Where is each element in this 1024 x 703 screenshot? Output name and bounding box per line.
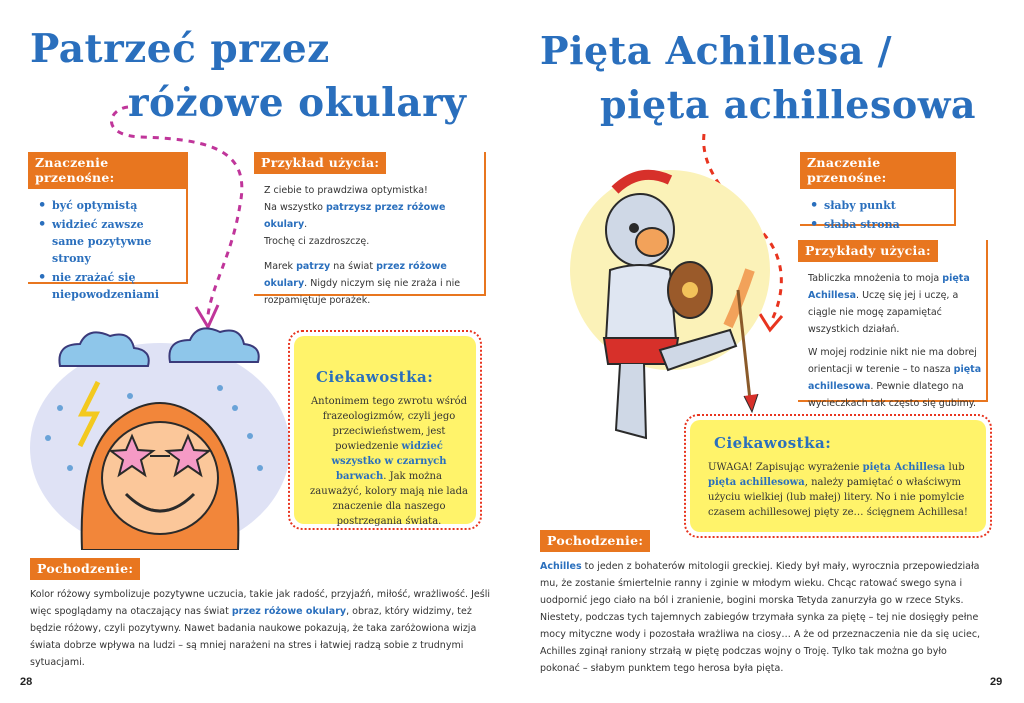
right-trivia-label: Ciekawostka: [714,434,832,452]
right-title-line2: pięta achillesowa [600,82,977,127]
right-examples-label: Przykłady użycia: [798,240,938,262]
right-meaning-list [800,197,954,233]
left-origin-text: Kolor różowy symbolizuje pozytywne uczucia, takie jak radość, przyjaźń, miłość, wrażliwość. Jeśli więc spoglądamy na otaczający nas świat przez różowe okulary, obraz, który widzimy, też będzie różowy, czyli pozytywny. Nawet badania naukowe pokazują, że taka zaróżowiona wizja świata dobrze wpływa na ludzi – są mniej narażeni na stres i łatwiej radzą sobie z trudnymi sytuacjami. [30,589,490,668]
right-example-para1: Tabliczka mnożenia to moja pięta Achillesa. Uczę się jej i uczę, a ciągle nie mogę zapamiętać wszystkich działań. [808,273,970,335]
girl-pink-glasses-illustration [20,318,300,550]
list-item: • słaby punkt [810,197,954,214]
left-trivia-box [294,336,476,527]
left-trivia-label: Ciekawostka: [316,368,434,386]
left-meaning-label: Znaczenie przenośne: [28,152,186,189]
left-trivia-text: Antonimem tego zwrotu wśród frazeologizmów, czyli jego przeciwieństwem, jest powiedzenie widzieć wszystko w czarnych barwach. Jak można zauważyć, kolory mają nie lada znaczenie dla naszego postrzegania świata. [310,396,468,527]
left-example-box [254,152,486,306]
list-item: • widzieć zawsze same pozytywne strony [38,216,178,267]
list-item: • słaba strona [810,216,954,233]
right-trivia-box [690,420,986,532]
left-origin-label: Pochodzenie: [30,558,140,580]
page-number-right: 29 [990,676,1003,688]
right-origin-section [540,530,992,677]
left-meaning-list [28,197,178,303]
left-example-label: Przykład użycia: [254,152,386,174]
right-origin-text: Achilles to jeden z bohaterów mitologii greckiej. Kiedy był mały, wyrocznia przepowiedziała mu, że zostanie śmiertelnie ranny i zginie w młodym wieku. Chcąc ratować swego syna i uodpornić jego ciało na ból i zranienie, bogini morska Tetyda zanurzyła go w rzece Styks. Niestety, podczas tych tajemnych zabiegów trzymała synka za piętę – tej nie dosięgły pełne mocy mityczne wody i pozostała wrażliwa na ciosy… A że od przeznaczenia nie da się uciec, Achilles zginął raniony strzałą w piętę podczas wojny o Troję. Tylko tak można go było pokonać – słabym punktem tego herosa była pięta. [540,561,981,674]
left-meaning-box [28,152,188,301]
right-meaning-label: Znaczenie przenośne: [800,152,954,189]
left-example-line1: Z ciebie to prawdziwa optymistka! [264,185,428,196]
left-origin-section [30,558,500,671]
achilles-warrior-illustration [560,150,790,450]
right-trivia-text: UWAGA! Zapisując wyrażenie pięta Achillesa lub pięta achillesowa, należy pamiętać o właściwym użyciu wielkiej (lub małej) litery. No i nie pomylcie czasem achillesowej pięty ze… ścięgnem Achillesa! [708,462,968,518]
right-meaning-box [800,152,956,231]
right-origin-label: Pochodzenie: [540,530,650,552]
left-example-para2: Marek patrzy na świat przez różowe okulary. Nigdy niczym się nie zraża i nie rozpamiętuje porażek. [264,261,461,306]
list-item: • być optymistą [38,197,178,214]
list-item: • nie zrażać się niepowodzeniami [38,269,178,303]
right-example-para2: W mojej rodzinie nikt nie ma dobrej orientacji w terenie – to nasza pięta achillesowa. Pewnie dlatego na wycieczkach tak często się gubimy. [808,347,982,409]
right-title-line1: Pięta Achillesa / [540,28,892,73]
left-example-line3: Trochę ci zazdroszczę. [264,236,370,247]
right-examples-box [798,240,988,409]
page-number-left: 28 [20,676,33,688]
left-example-line2: Na wszystko patrzysz przez różowe okulary. [264,202,446,230]
left-example-text [254,174,484,309]
left-title-line2: różowe okulary [128,80,467,126]
right-examples-text [798,262,986,412]
left-title-line1: Patrzeć przez [30,26,330,72]
